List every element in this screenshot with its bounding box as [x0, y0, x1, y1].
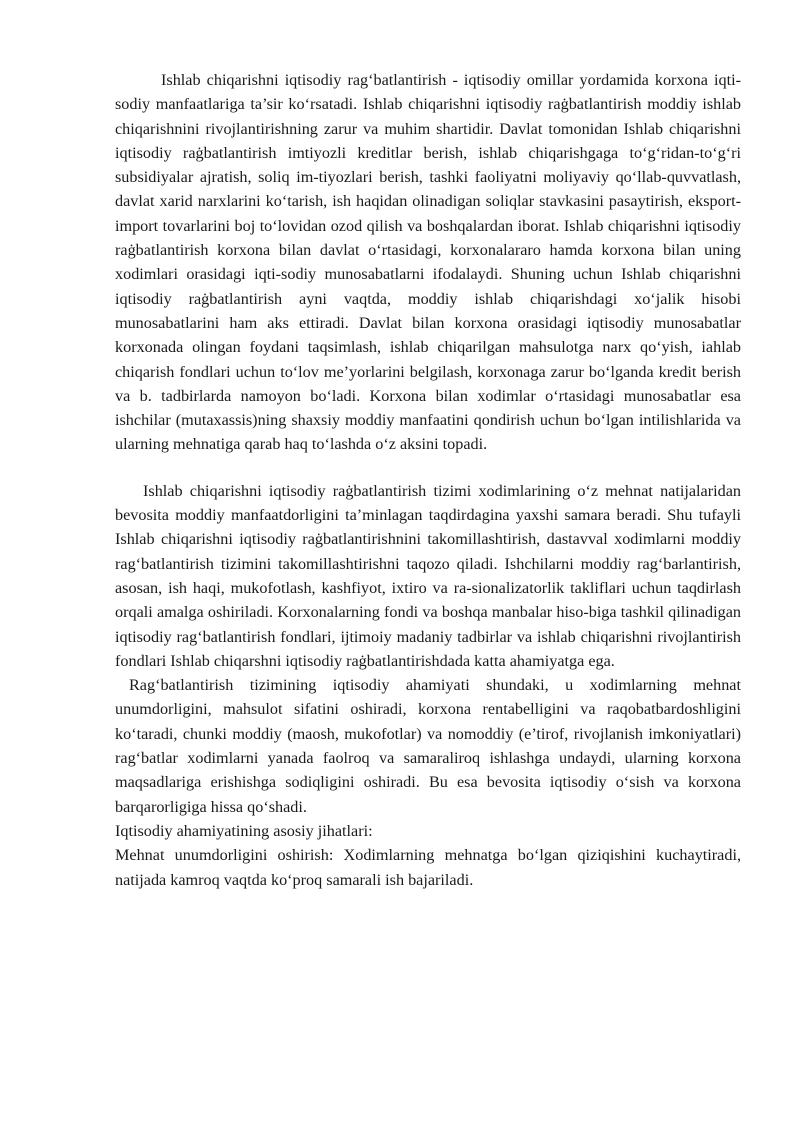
paragraph-incentive-system: Ishlab chiqarishni iqtisodiy raġbatlantirish tizimi xodimlarining o‘z mehnat natijalaridan bevosita moddiy manfaatdorligini ta’minlagan taqdirdagina yaxshi samara beradi. Shu tufayli Ishlab chiqarishni iqtisodiy raġbatlantirishnini takomillashtirish, dastavval xodimlarni moddiy rag‘batlantirish tizimini takomillashtirishni taqozo qiladi. Ishchilarni moddiy rag‘barlantirish, asosan, ish haqi, mukofotlash, kashfiyot, ixtiro va ra-sionalizatorlik takliflari uchun taqdirlash orqali amalga oshiriladi. Korxonalarning fondi va boshqa manbalar hiso-biga tashkil qilinadigan iqtisodiy rag‘batlantirish fondlari, ijtimoiy madaniy tadbirlar va ishlab chiqarishni rivojlantirish fondlari Ishlab chiqarshni iqtisodiy raġbatlantirishdada katta ahamiyatga ega.	[115, 481, 741, 670]
paragraph-economic-importance: Rag‘batlantirish tizimining iqtisodiy ahamiyati shundaki, u xodimlarning mehnat unumdorligini, mahsulot sifatini oshiradi, korxona rentabelligini va raqobatbardoshligini ko‘taradi, chunki moddiy (maosh, mukofotlar) va nomoddiy (e’tirof, rivojlanish imkoniyatlari) rag‘batlar xodimlarni yanada faolroq va samaraliroq ishlashga undaydi, ularning korxona maqsadlariga erishishga sodiqligini oshiradi. Bu esa bevosita iqtisodiy o‘sish va korxona barqarorligiga hissa qo‘shadi.	[115, 676, 741, 816]
paragraph-productivity: Mehnat unumdorligini oshirish: Xodimlarning mehnatga bo‘lgan qiziqishini kuchaytiradi, natijada kamroq vaqtda ko‘proq samarali ish bajariladi.	[115, 846, 741, 889]
paragraph-gap	[115, 457, 741, 479]
paragraph-key-aspects-heading: Iqtisodiy ahamiyatining asosiy jihatlari:	[115, 821, 373, 840]
paragraph-intro: Ishlab chiqarishni iqtisodiy rag‘batlantirish - iqtisodiy omillar yordamida korxona iqti-sodiy manfaatlariga ta’sir ko‘rsatadi. Ishlab chiqarishni iqtisodiy raġbatlantirish moddiy ishlab chiqarishnini rivojlantirishning zarur va muhim shartidir. Davlat tomonidan Ishlab chiqarishni iqtisodiy raġbatlantirish imtiyozli kreditlar berish, ishlab chiqarishgaga to‘g‘ridan-to‘g‘ri subsidiyalar ajratish, soliq im-tiyozlari berish, tashki faoliyatni moliyaviy qo‘llab-quvvatlash, davlat xarid narxlarini ko‘tarish, ish haqidan olinadigan soliqlar stavkasini pasaytirish, eksport-import tovarlarini boj to‘lovidan ozod qilish va boshqalardan iborat. Ishlab chiqarishni iqtisodiy raġbatlantirish korxona bilan davlat o‘rtasidagi, korxonalararo hamda korxona bilan uning xodimlari orasidagi iqti-sodiy munosabatlarni ifodalaydi. Shuning uchun Ishlab chiqarishni iqtisodiy raġbatlantirish ayni vaqtda, moddiy ishlab chiqarishdagi xo‘jalik hisobi munosabatlarini ham aks ettiradi. Davlat bilan korxona orasidagi iqtisodiy munosabatlar korxonada olingan foydani taqsimlash, ishlab chiqarilgan mahsulotga narx qo‘yish, iahlab chiqarish fondlari uchun to‘lov me’yorlarini belgilash, korxonaga zarur bo‘lganda kredit berish va b. tadbirlarda namoyon bo‘ladi. Korxona bilan xodimlar o‘rtasidagi munosabatlar esa ishchilar (mutaxassis)ning shaxsiy moddiy manfaatini qondirish uchun bo‘lgan intilishlarida va ularning mehnatiga qarab haq to‘lashda o‘z aksini topadi.	[115, 71, 741, 454]
document-page	[115, 68, 741, 892]
